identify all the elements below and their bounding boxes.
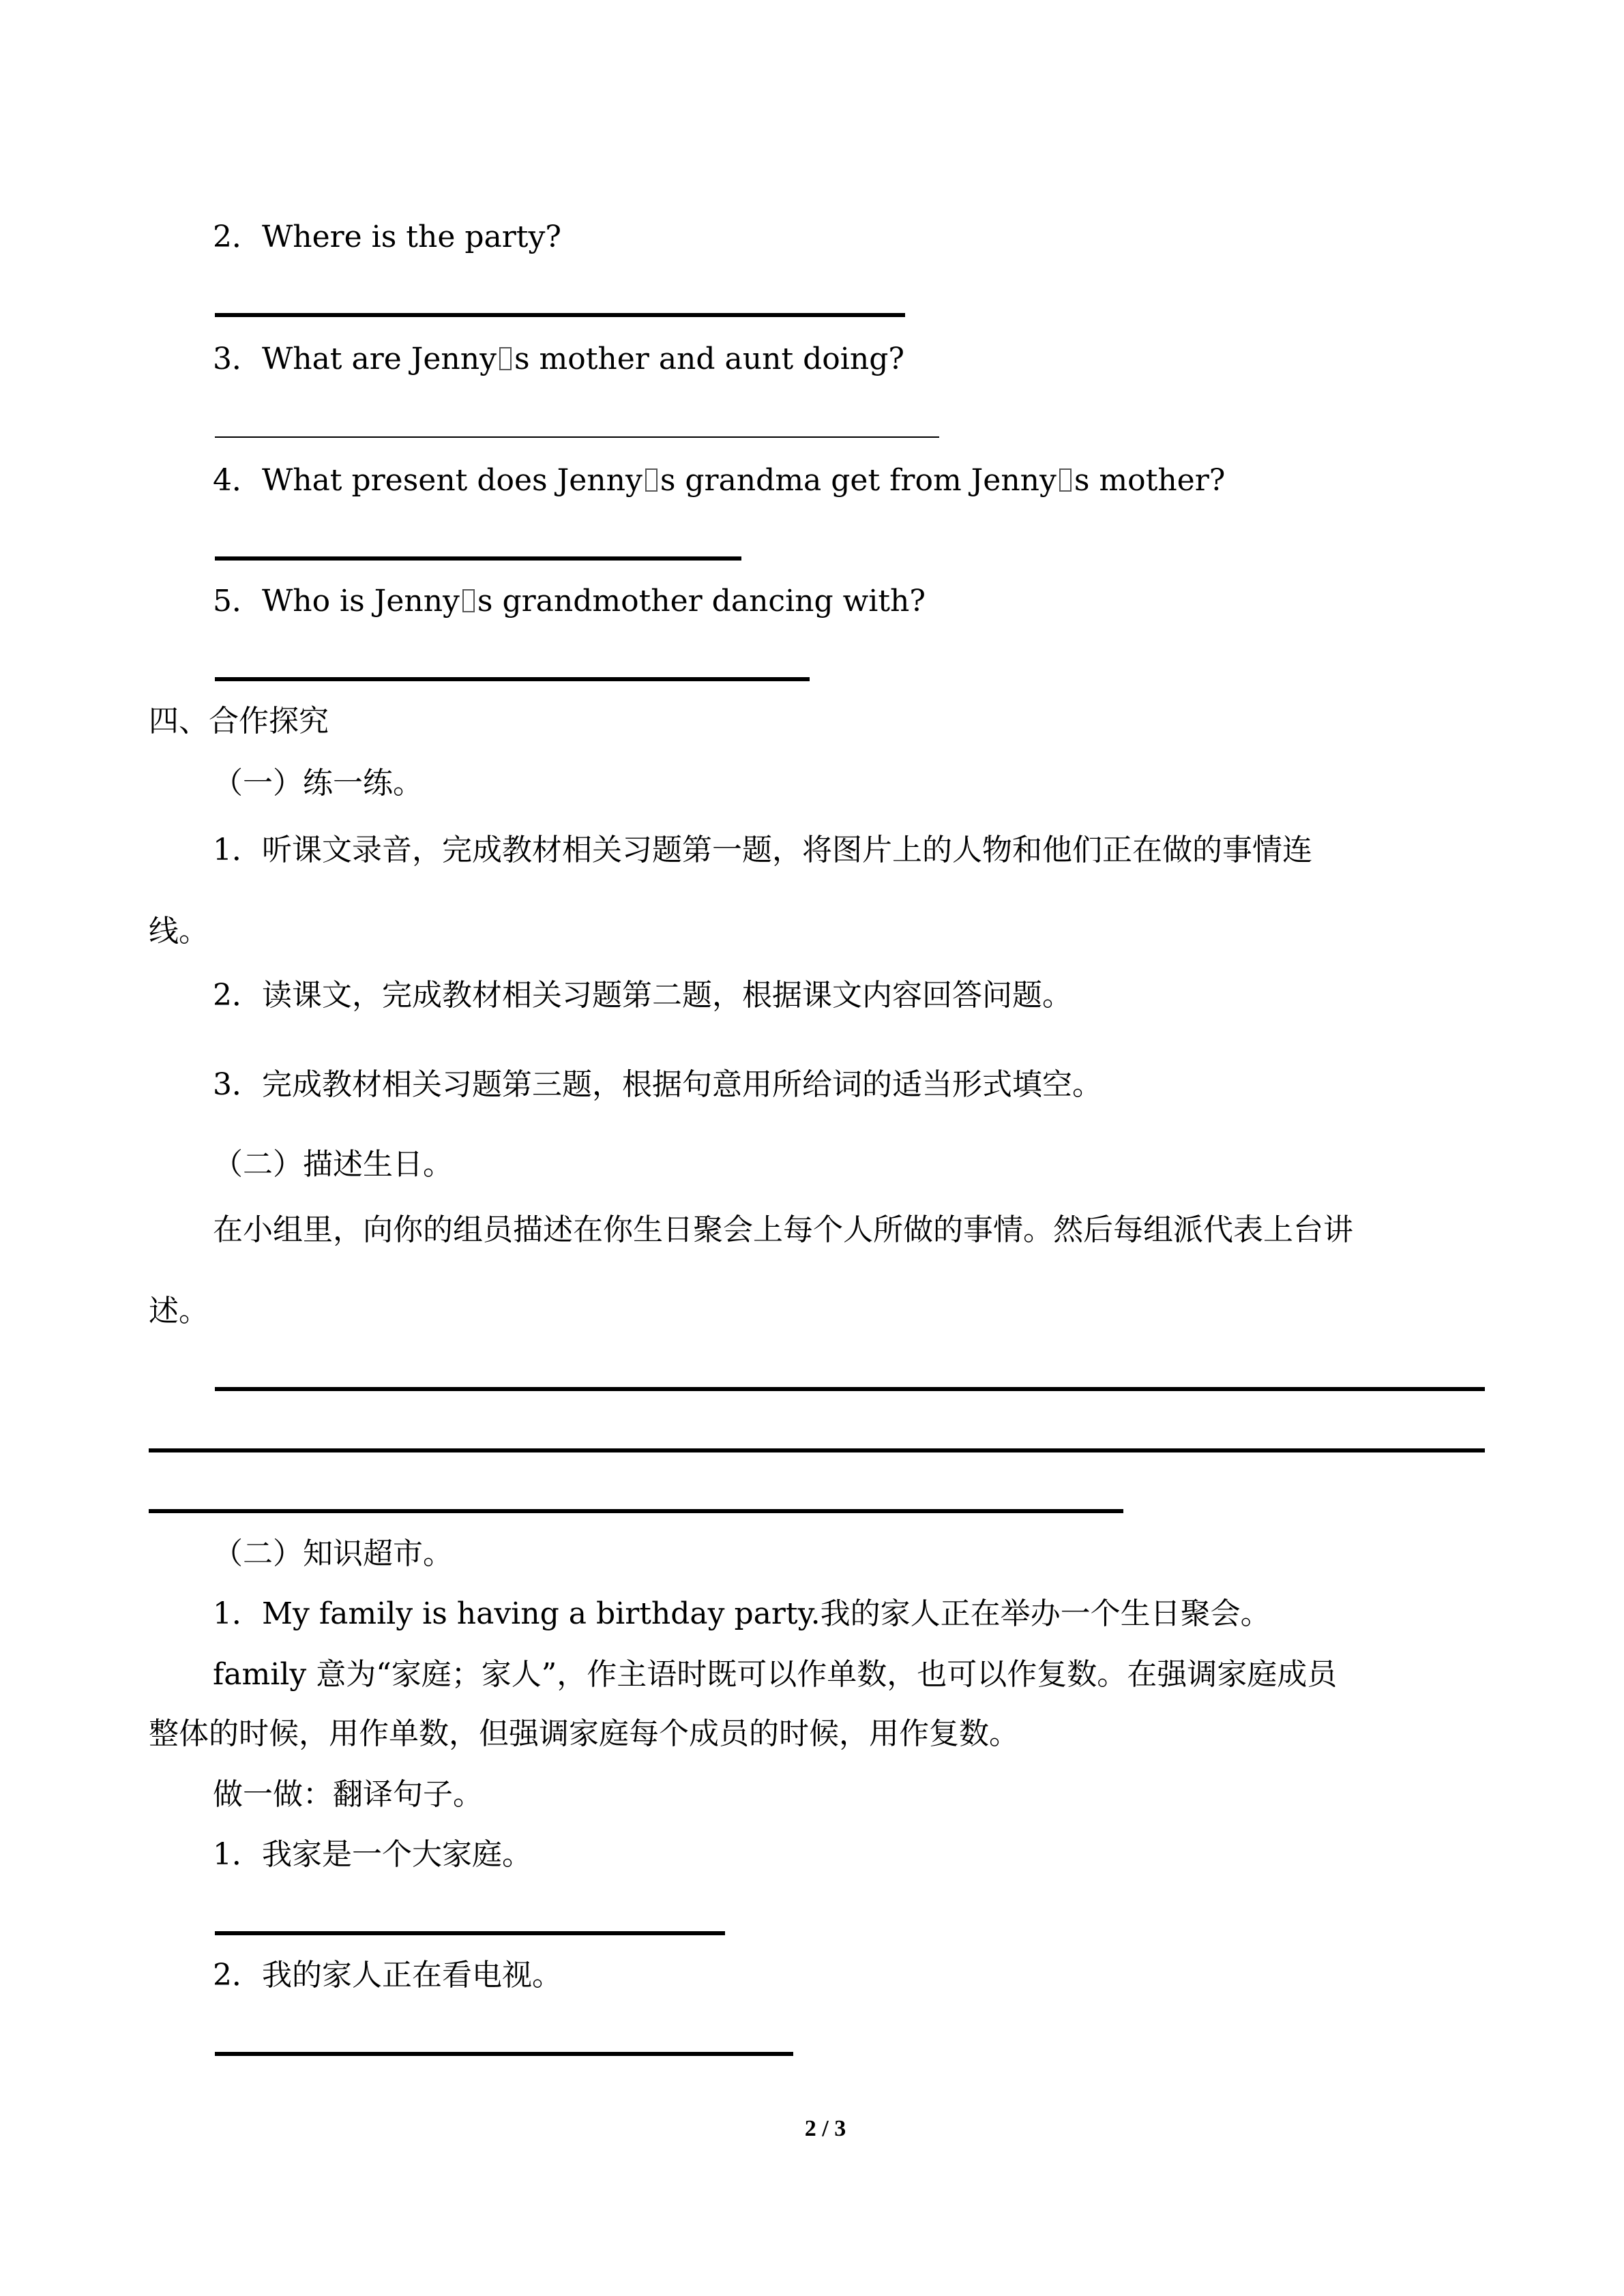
question-text: s mother and aunt doing? [514, 342, 904, 376]
answer-line[interactable] [215, 436, 939, 438]
subsection-heading: （二）知识超市。 [213, 1536, 453, 1571]
knowledge-point-1: 1．My family is having a birthday party.我的家人正在举办一个生日聚会。 [213, 1596, 1271, 1631]
answer-line[interactable] [215, 1931, 725, 1935]
question-2 [213, 218, 561, 256]
question-number: 4． [213, 463, 262, 498]
question-text: Who is Jenny [262, 584, 460, 618]
explanation-line-2: 整体的时候，用作单数，但强调家庭每个成员的时候，用作复数。 [149, 1716, 1019, 1751]
exercise-heading: 做一做：翻译句子。 [213, 1777, 483, 1812]
subsection-heading: （一）练一练。 [213, 766, 423, 801]
describe-line-2: 述。 [149, 1294, 209, 1328]
answer-line[interactable] [149, 1509, 1123, 1513]
answer-line[interactable] [215, 556, 741, 561]
question-number: 5． [213, 584, 262, 618]
answer-line[interactable] [215, 313, 905, 317]
exercise-2: 2．我的家人正在看电视。 [213, 1958, 562, 1993]
task-3: 3．完成教材相关习题第三题，根据句意用所给词的适当形式填空。 [213, 1067, 1102, 1102]
page-number: 2 / 3 [804, 2116, 846, 2141]
question-number: 2． [213, 220, 262, 254]
question-text: s grandmother dancing with? [477, 584, 926, 618]
task-2: 2．读课文，完成教材相关习题第二题，根据课文内容回答问题。 [213, 978, 1072, 1013]
question-3 [213, 340, 904, 378]
missing-glyph-icon [645, 468, 658, 492]
section-heading: 四、合作探究 [149, 704, 329, 739]
answer-line[interactable] [215, 677, 810, 681]
explanation-line-1: family 意为“家庭；家人”，作主语时既可以作单数，也可以作复数。在强调家庭成员 [213, 1657, 1338, 1692]
question-text: s grandma get from Jenny [660, 463, 1057, 498]
question-text: What are Jenny [262, 342, 497, 376]
missing-glyph-icon [1059, 468, 1072, 492]
question-4 [213, 462, 1225, 500]
missing-glyph-icon [499, 347, 512, 370]
task-1-line-2: 线。 [149, 914, 209, 949]
question-5 [213, 582, 926, 621]
task-1-line-1: 1．听课文录音，完成教材相关习题第一题，将图片上的人物和他们正在做的事情连 [213, 833, 1312, 867]
subsection-heading: （二）描述生日。 [213, 1147, 453, 1182]
question-text: Where is the party? [262, 220, 561, 254]
answer-line[interactable] [215, 1387, 1485, 1391]
describe-line-1: 在小组里，向你的组员描述在你生日聚会上每个人所做的事情。然后每组派代表上台讲 [213, 1212, 1353, 1247]
answer-line[interactable] [215, 2052, 793, 2056]
question-number: 3． [213, 342, 262, 376]
question-text: What present does Jenny [262, 463, 643, 498]
answer-line[interactable] [149, 1448, 1485, 1452]
question-text: s mother? [1074, 463, 1226, 498]
missing-glyph-icon [462, 589, 475, 612]
exercise-1: 1．我家是一个大家庭。 [213, 1837, 532, 1872]
